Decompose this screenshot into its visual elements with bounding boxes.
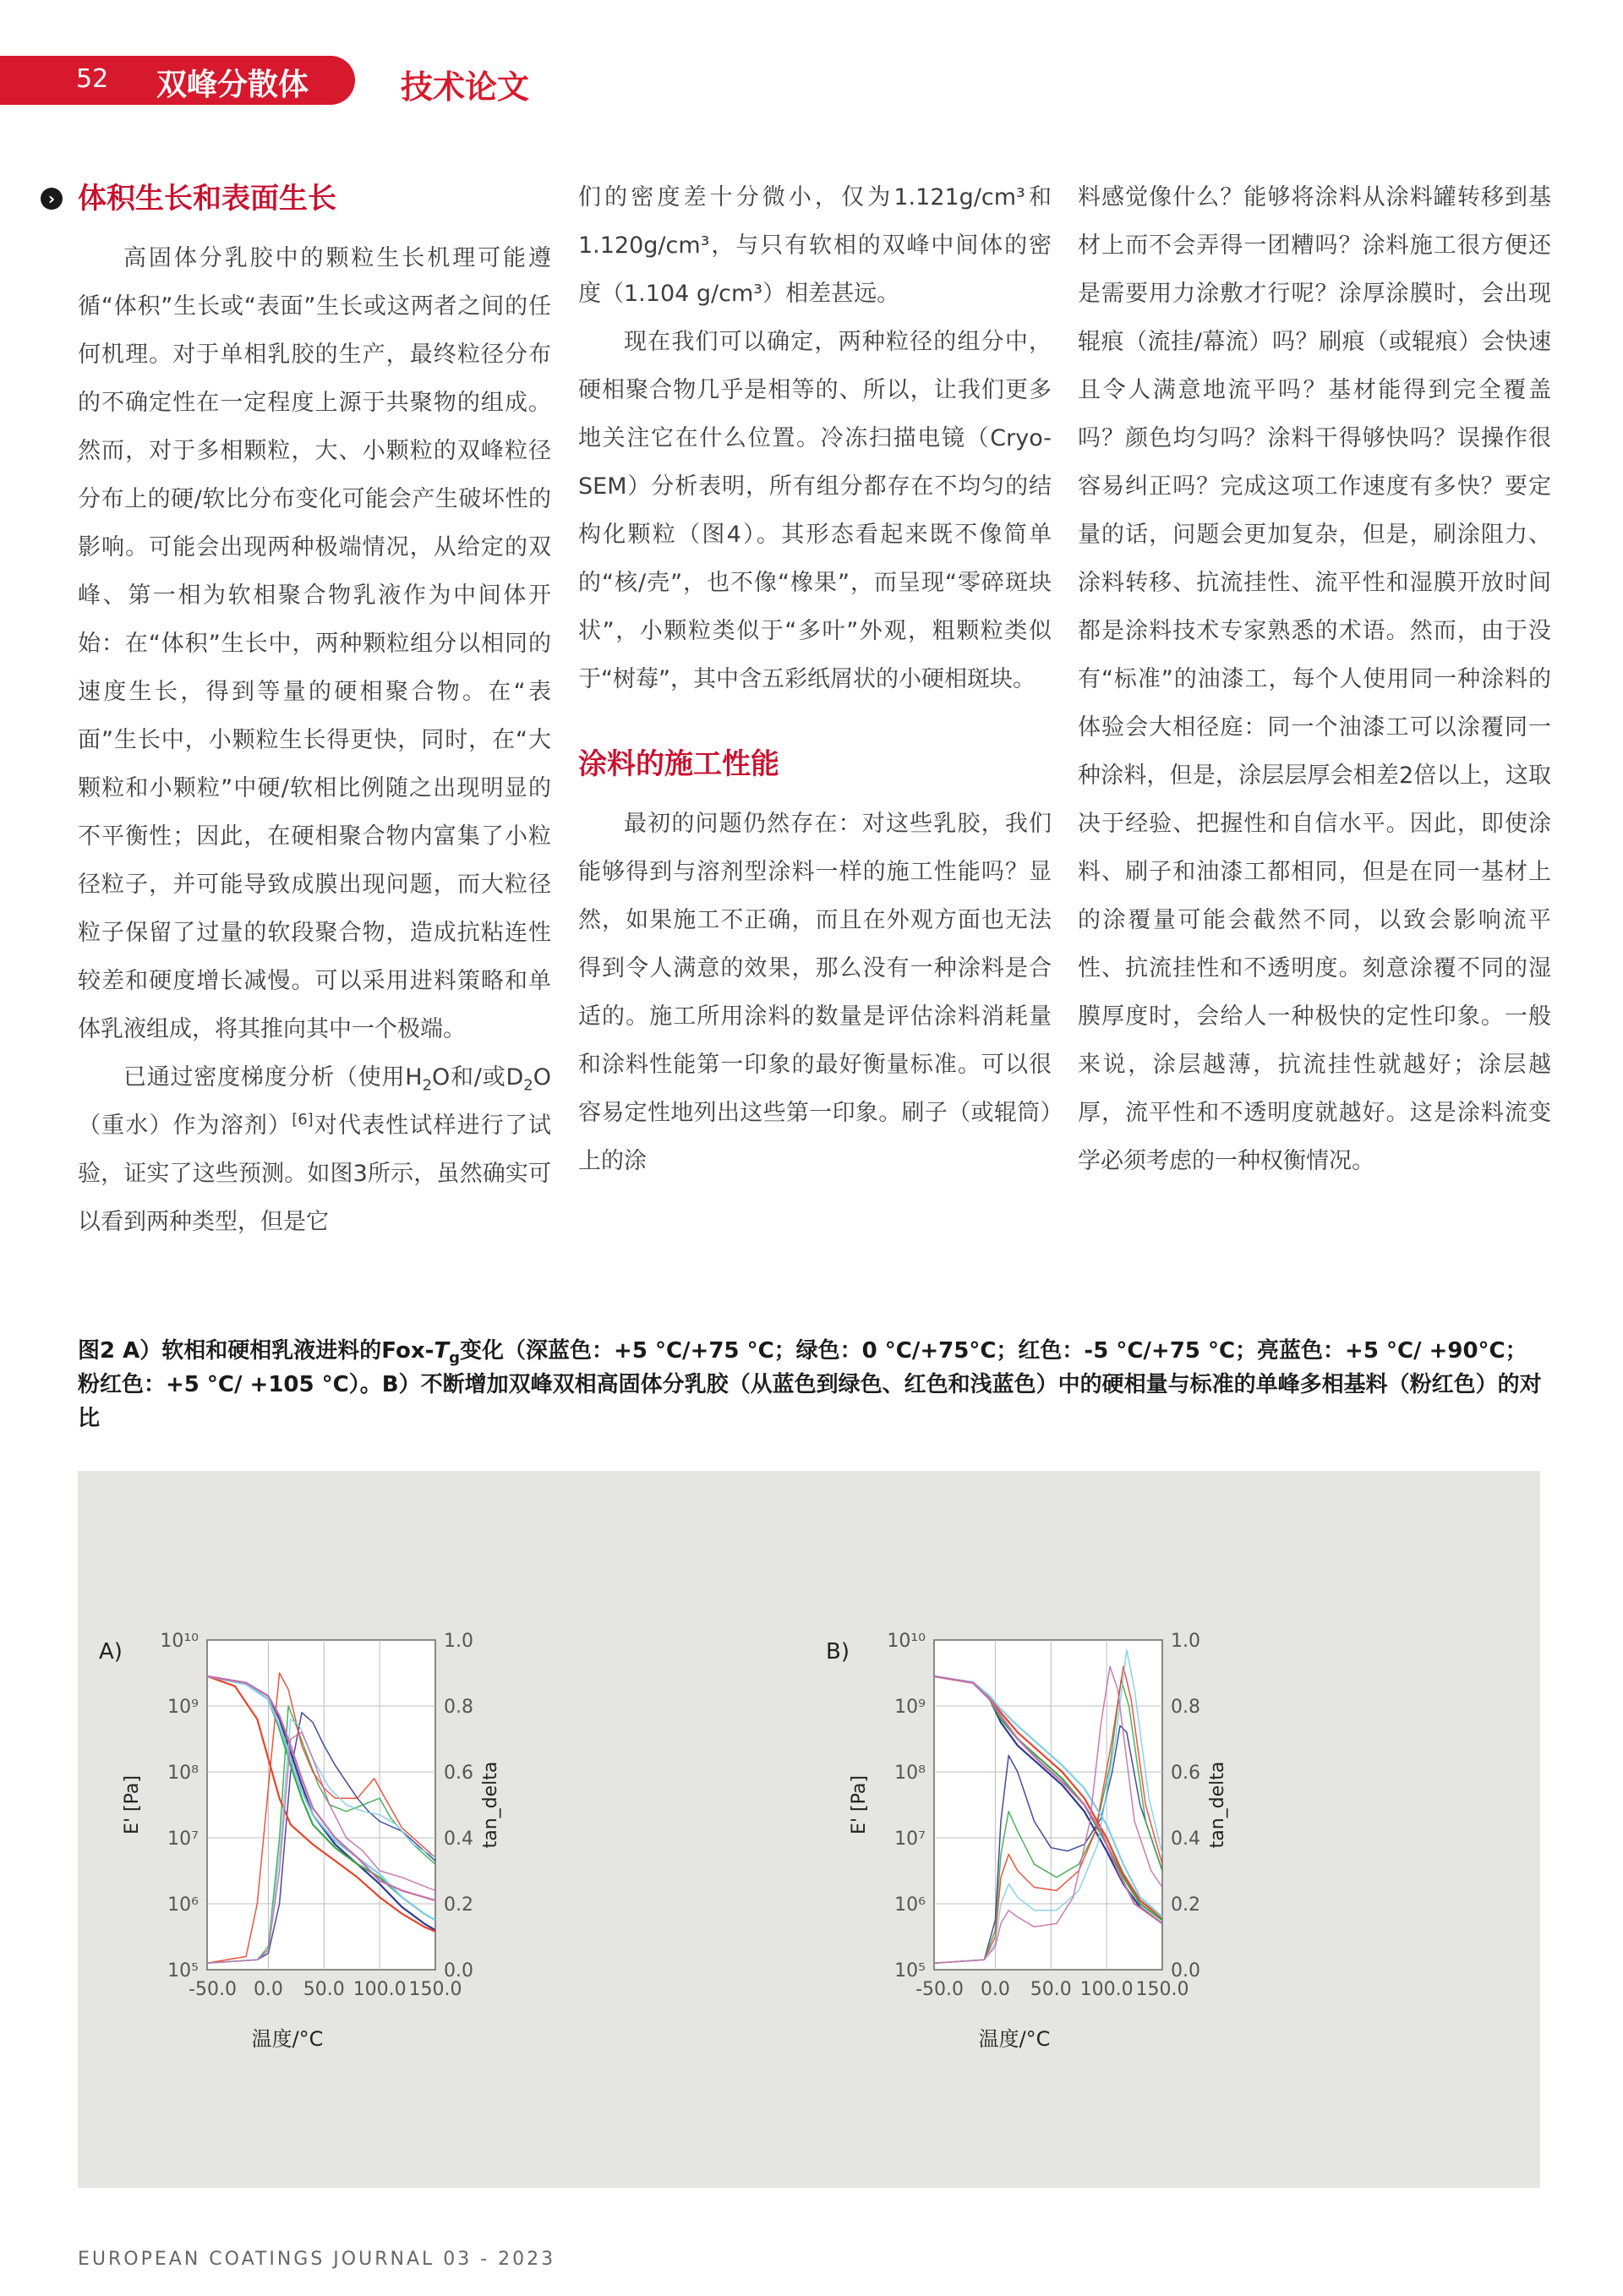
x-tick-label: 50.0 (303, 1979, 345, 2000)
x-tick-label: 0.0 (253, 1979, 283, 2000)
y-right-tick-label: 0.6 (1171, 1763, 1200, 1784)
y-right-tick-label: 0.6 (444, 1763, 473, 1784)
text-column-1 (47, 173, 552, 1246)
section-heading-application: 涂料的施工性能 (578, 747, 779, 781)
figure-panel (78, 1471, 1540, 2188)
y-right-tick-label: 0.0 (1171, 1960, 1200, 1982)
x-axis-label: 温度/°C (978, 2027, 1051, 2051)
y-left-tick-label: 10⁸ (167, 1763, 199, 1784)
paragraph: 最初的问题仍然存在：对这些乳胶，我们能够得到与溶剂型涂料一样的施工性能吗？显然，如果施工不正确，而且在外观方面也无法得到令人满意的效果，那么没有一种涂料是合适的。施工所用涂料的数量是评估涂料消耗量和涂料性能第一印象的最好衡量标准。可以很容易定性地列出这些第一印象。刷子（或辊筒）上的涂 (578, 811, 1052, 1174)
section-heading-growth (47, 173, 551, 224)
text-column-2 (578, 173, 1052, 1185)
y-right-tick-label: 0.2 (1171, 1894, 1200, 1916)
y-left-tick-label: 10⁸ (894, 1763, 926, 1784)
plot-area (207, 1640, 435, 1970)
journal-footer: EUROPEAN COATINGS JOURNAL 03 - 2023 (78, 2249, 556, 2270)
x-tick-label: 100.0 (1079, 1979, 1134, 2000)
x-tick-label: -50.0 (915, 1979, 965, 2000)
y-left-tick-label: 10⁶ (167, 1894, 199, 1916)
y-left-tick-label: 10¹⁰ (887, 1631, 926, 1652)
y-left-axis-label: E' [Pa] (122, 1775, 143, 1834)
paragraph: 们的密度差十分微小，仅为1.121g/cm³和1.120g/cm³，与只有软相的双峰中间体的密度（1.104 g/cm³）相差甚远。 (578, 184, 1052, 307)
x-tick-label: 0.0 (980, 1979, 1010, 2000)
y-left-tick-label: 10⁹ (167, 1697, 199, 1718)
paragraph: 已通过密度梯度分析（使用$H_2O$和/或$D_2O$（重水）作为溶剂）[6]对代表性试样进行了试验，证实了这些预测。如图3所示，虽然确实可以看到两种类型，但是它 (78, 1064, 552, 1235)
y-left-tick-label: 10⁷ (894, 1829, 926, 1850)
y-right-tick-label: 0.4 (1171, 1829, 1200, 1850)
page-number: 52 (76, 64, 109, 94)
y-left-tick-label: 10⁵ (167, 1960, 199, 1982)
x-tick-label: 100.0 (352, 1979, 407, 2000)
page-header (0, 56, 1623, 107)
panel-label: A) (99, 1639, 123, 1665)
y-left-axis-label: E' [Pa] (849, 1775, 870, 1834)
x-tick-label: -50.0 (189, 1979, 238, 2000)
header-red-tab (0, 56, 355, 105)
y-left-tick-label: 10⁷ (167, 1829, 199, 1850)
y-left-tick-label: 10⁶ (894, 1894, 926, 1916)
y-left-tick-label: 10¹⁰ (160, 1631, 199, 1652)
plot-area (934, 1640, 1162, 1970)
y-left-tick-label: 10⁵ (894, 1960, 926, 1982)
paragraph: 高固体分乳胶中的颗粒生长机理可能遵循“体积”生长或“表面”生长或这两者之间的任何机理。对于单相乳胶的生产，最终粒径分布的不确定性在一定程度上源于共聚物的组成。然而，对于多相颗粒，大、小颗粒的双峰粒径分布上的硬/软比分布变化可能会产生破坏性的影响。可能会出现两种极端情况，从给定的双峰、第一相为软相聚合物乳液作为中间体开始：在“体积”生长中，两种颗粒组分以相同的速度生长，得到等量的硬相聚合物。在“表面”生长中，小颗粒生长得更快，同时，在“大颗粒和小颗粒”中硬/软相比例随之出现明显的不平衡性；因此，在硬相聚合物内富集了小粒径粒子，并可能导致成膜出现问题，而大粒径粒子保留了过量的软段聚合物，造成抗粘连性较差和硬度增长减慢。可以采用进料策略和单体乳液组成，将其推向其中一个极端。 (78, 245, 551, 1042)
x-axis-label: 温度/°C (251, 2027, 324, 2051)
y-right-tick-label: 0.2 (444, 1894, 473, 1916)
x-tick-label: 50.0 (1030, 1979, 1072, 2000)
text-column-3 (1078, 173, 1551, 1185)
section-heading-text: 体积生长和表面生长 (78, 182, 336, 216)
y-right-tick-label: 0.4 (444, 1829, 473, 1850)
dma-charts (78, 1471, 1540, 2188)
y-right-tick-label: 0.0 (444, 1960, 473, 1982)
y-right-tick-label: 0.8 (1171, 1697, 1200, 1718)
figure-caption: 图2 A）软相和硬相乳液进料的Fox-$T_g$变化（深蓝色：+5 °C/+75 °C；绿色：0 °C/+75°C；红色：-5 °C/+75 °C；亮蓝色：+5 °C/ +90°C；粉红色：+5 °C/ +105 °C）。B）不断增加双峰双相高固体分乳胶（从蓝色到绿色、红色和浅蓝色）中的硬相量与标准的单峰多相基料（粉红色）的对比 (78, 1338, 1542, 1431)
panel-label: B) (826, 1639, 850, 1665)
header-section: 技术论文 (401, 68, 530, 106)
paragraph: 料感觉像什么？能够将涂料从涂料罐转移到基材上而不会弄得一团糟吗？涂料施工很方便还是需要用力涂敷才行呢？涂厚涂膜时，会出现辊痕（流挂/幕流）吗？刷痕（或辊痕）会快速且令人满意地流平吗？基材能得到完全覆盖吗？颜色均匀吗？涂料干得够快吗？误操作很容易纠正吗？完成这项工作速度有多快？要定量的话，问题会更加复杂，但是，刷涂阻力、涂料转移、抗流挂性、流平性和湿膜开放时间都是涂料技术专家熟悉的术语。然而，由于没有“标准”的油漆工，每个人使用同一种涂料的体验会大相径庭：同一个油漆工可以涂覆同一种涂料，但是，涂层层厚会相差2倍以上，这取决于经验、把握性和自信水平。因此，即使涂料、刷子和油漆工都相同，但是在同一基材上的涂覆量可能会截然不同，以致会影响流平性、抗流挂性和不透明度。刻意涂覆不同的湿膜厚度时，会给人一种极快的定性印象。一般来说，涂层越薄，抗流挂性就越好；涂层越厚，流平性和不透明度就越好。这是涂料流变学必须考虑的一种权衡情况。 (1078, 184, 1551, 1174)
x-tick-label: 150.0 (408, 1979, 462, 2000)
y-right-axis-label: tan_delta (480, 1761, 501, 1849)
x-tick-label: 150.0 (1135, 1979, 1189, 2000)
y-right-axis-label: tan_delta (1207, 1761, 1228, 1849)
reference-mark: [6] (292, 1111, 314, 1129)
y-left-tick-label: 10⁹ (894, 1697, 926, 1718)
paragraph: 现在我们可以确定，两种粒径的组分中，硬相聚合物几乎是相等的、所以，让我们更多地关注它在什么位置。冷冻扫描电镜（Cryo-SEM）分析表明，所有组分都存在不均匀的结构化颗粒（图4）。其形态看起来既不像简单的“核/壳”，也不像“橡果”，而呈现“零碎斑块状”，小颗粒类似于“多叶”外观，粗颗粒类似于“树莓”，其中含五彩纸屑状的小硬相斑块。 (578, 329, 1052, 692)
y-right-tick-label: 1.0 (444, 1631, 473, 1652)
y-right-tick-label: 1.0 (1171, 1631, 1200, 1652)
chevron-bullet-icon: › (41, 188, 63, 210)
y-right-tick-label: 0.8 (444, 1697, 473, 1718)
header-topic: 双峰分散体 (156, 68, 309, 102)
